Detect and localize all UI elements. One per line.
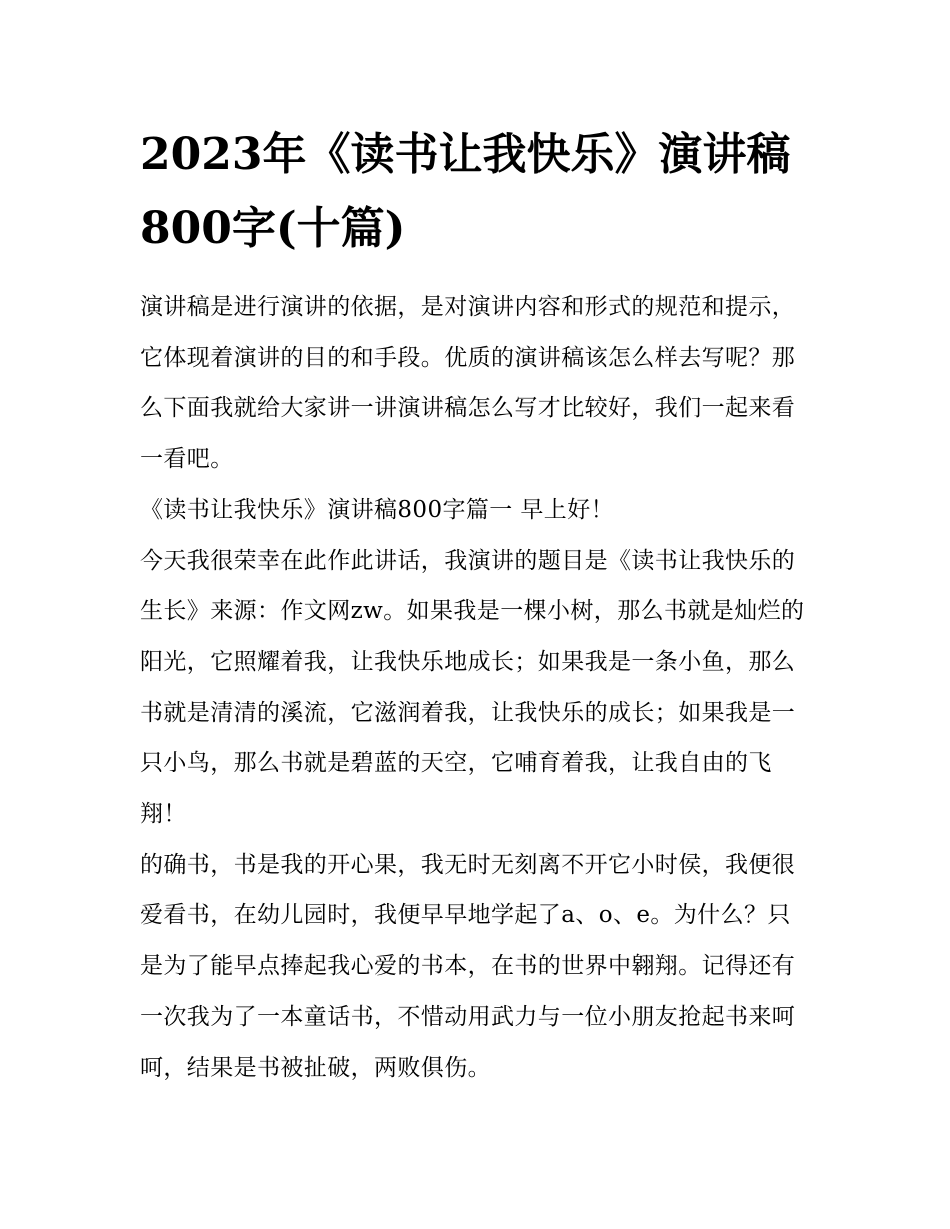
document-content — [140, 118, 812, 1093]
paragraph-section-heading: 《读书让我快乐》演讲稿800字篇一 早上好！ — [140, 496, 615, 523]
paragraph-body-1: 今天我很荣幸在此作此讲话，我演讲的题目是《读书让我快乐的生长》来源：作文网zw。如果我是一棵小树，那么书就是灿烂的阳光，它照耀着我，让我快乐地成长；如果我是一条小鱼，那么书就是清清的溪流，它滋润着我，让我快乐的成长；如果我是一只小鸟，那么书就是碧蓝的天空，它哺育着我，让我自由的飞翔！ — [140, 547, 805, 828]
paragraph-body-2: 的确书，书是我的开心果，我无时无刻离不开它小时侯，我便很爱看书，在幼儿园时，我便早早地学起了a、o、e。为什么？只是为了能早点捧起我心爱的书本，在书的世界中翱翔。记得还有一次我为了一本童话书，不惜动用武力与一位小朋友抢起书来呵呵，结果是书被扯破，两败俱伤。 — [140, 851, 796, 1081]
paragraph-intro: 演讲稿是进行演讲的依据，是对演讲内容和形式的规范和提示，它体现着演讲的目的和手段。优质的演讲稿该怎么样去写呢？那么下面我就给大家讲一讲演讲稿怎么写才比较好，我们一起来看一看吧。 — [140, 294, 796, 473]
document-title: 2023年《读书让我快乐》演讲稿800字(十篇) — [140, 129, 791, 254]
document-body — [140, 282, 812, 1093]
